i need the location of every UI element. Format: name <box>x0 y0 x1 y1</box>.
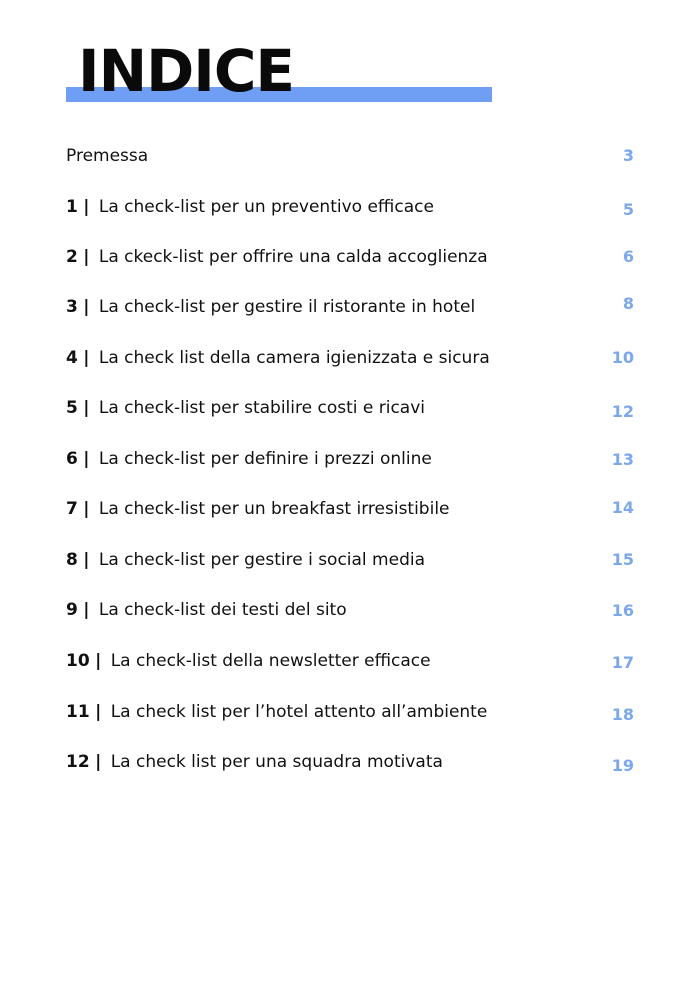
toc-entry-separator: | <box>83 449 90 469</box>
toc-entry-7[interactable] <box>66 494 636 524</box>
toc-page-number: 10 <box>611 348 634 367</box>
toc-entry-title: La check-list per gestire il ristorante in hotel <box>98 297 476 317</box>
toc-entry-title: La check-list per un preventivo efficace <box>98 197 434 217</box>
toc-entry-3[interactable] <box>66 292 636 322</box>
toc-entry-label <box>66 292 475 322</box>
toc-page-number: 12 <box>611 402 634 421</box>
toc-entry-number: 3 <box>66 297 78 317</box>
toc-page-number: 15 <box>611 550 634 569</box>
toc-entry-number: 1 <box>66 197 78 217</box>
toc-entry-label <box>66 595 347 625</box>
toc-entry-title: La check-list dei testi del sito <box>98 600 347 620</box>
toc-entry-title: La check list per una squadra motivata <box>110 752 443 772</box>
toc-entry-title: La check-list per definire i prezzi online <box>98 449 432 469</box>
toc-entry-separator: | <box>83 550 90 570</box>
toc-entry-number: 8 <box>66 550 78 570</box>
toc-page-number: 8 <box>622 294 634 313</box>
toc-entry-separator: | <box>95 752 102 772</box>
toc-entry-separator: | <box>83 398 90 418</box>
toc-entry-title: La check list per l’hotel attento all’ambiente <box>110 702 488 722</box>
toc-entry-label <box>66 697 487 727</box>
toc-entry-title: Premessa <box>66 146 149 166</box>
toc-entry-label <box>66 646 431 676</box>
toc-page-number: 5 <box>622 200 634 219</box>
toc-entry-separator: | <box>83 197 90 217</box>
toc-page-number: 13 <box>611 450 634 469</box>
toc-page-number: 3 <box>622 146 634 165</box>
toc-entry-title: La check-list per un breakfast irresistibile <box>98 499 450 519</box>
toc-entry-number: 7 <box>66 499 78 519</box>
toc-entry-number: 9 <box>66 600 78 620</box>
toc-entry-label <box>66 242 488 272</box>
toc-entry-6[interactable] <box>66 444 636 474</box>
toc-entry-separator: | <box>95 702 102 722</box>
page-title: INDICE <box>78 37 295 105</box>
toc-entry-premessa[interactable] <box>66 141 636 171</box>
toc-entry-label <box>66 343 490 373</box>
toc-entry-9[interactable] <box>66 595 636 625</box>
toc-entry-title: La check list della camera igienizzata e sicura <box>98 348 490 368</box>
toc-entry-number: 2 <box>66 247 78 267</box>
toc-page-number: 17 <box>611 653 634 672</box>
toc-entry-label <box>66 494 450 524</box>
toc-entry-label <box>66 747 443 777</box>
toc-entry-separator: | <box>83 297 90 317</box>
toc-entry-separator: | <box>83 348 90 368</box>
toc-entry-title: La check-list della newsletter efficace <box>110 651 431 671</box>
toc-entry-5[interactable] <box>66 393 636 423</box>
toc-entry-title: La check-list per gestire i social media <box>98 550 426 570</box>
toc-page-number: 6 <box>622 247 634 266</box>
toc-entry-separator: | <box>83 499 90 519</box>
toc-entry-number: 5 <box>66 398 78 418</box>
toc-entry-number: 10 <box>66 651 90 671</box>
toc-entry-label <box>66 444 432 474</box>
toc-page-number: 19 <box>611 756 634 775</box>
toc-entry-2[interactable] <box>66 242 636 272</box>
toc-entry-4[interactable] <box>66 343 636 373</box>
toc-entry-label <box>66 393 425 423</box>
toc-page-number: 14 <box>611 498 634 517</box>
toc-entry-label <box>66 141 148 171</box>
toc-entry-10[interactable] <box>66 646 636 676</box>
toc-entry-8[interactable] <box>66 545 636 575</box>
toc-entry-1[interactable] <box>66 192 636 222</box>
toc-page-number: 18 <box>611 705 634 724</box>
toc-entry-number: 11 <box>66 702 90 722</box>
toc-entry-12[interactable] <box>66 747 636 777</box>
toc-entry-separator: | <box>95 651 102 671</box>
toc-entry-11[interactable] <box>66 697 636 727</box>
toc-page-number: 16 <box>611 601 634 620</box>
toc-entry-separator: | <box>83 600 90 620</box>
toc-entry-title: La check-list per stabilire costi e ricavi <box>98 398 425 418</box>
toc-entry-label <box>66 192 434 222</box>
toc-entry-number: 12 <box>66 752 90 772</box>
toc-entry-separator: | <box>83 247 90 267</box>
toc-entry-title: La ckeck-list per offrire una calda accoglienza <box>98 247 488 267</box>
toc-entry-number: 4 <box>66 348 78 368</box>
toc-entry-number: 6 <box>66 449 78 469</box>
toc-entry-label <box>66 545 425 575</box>
